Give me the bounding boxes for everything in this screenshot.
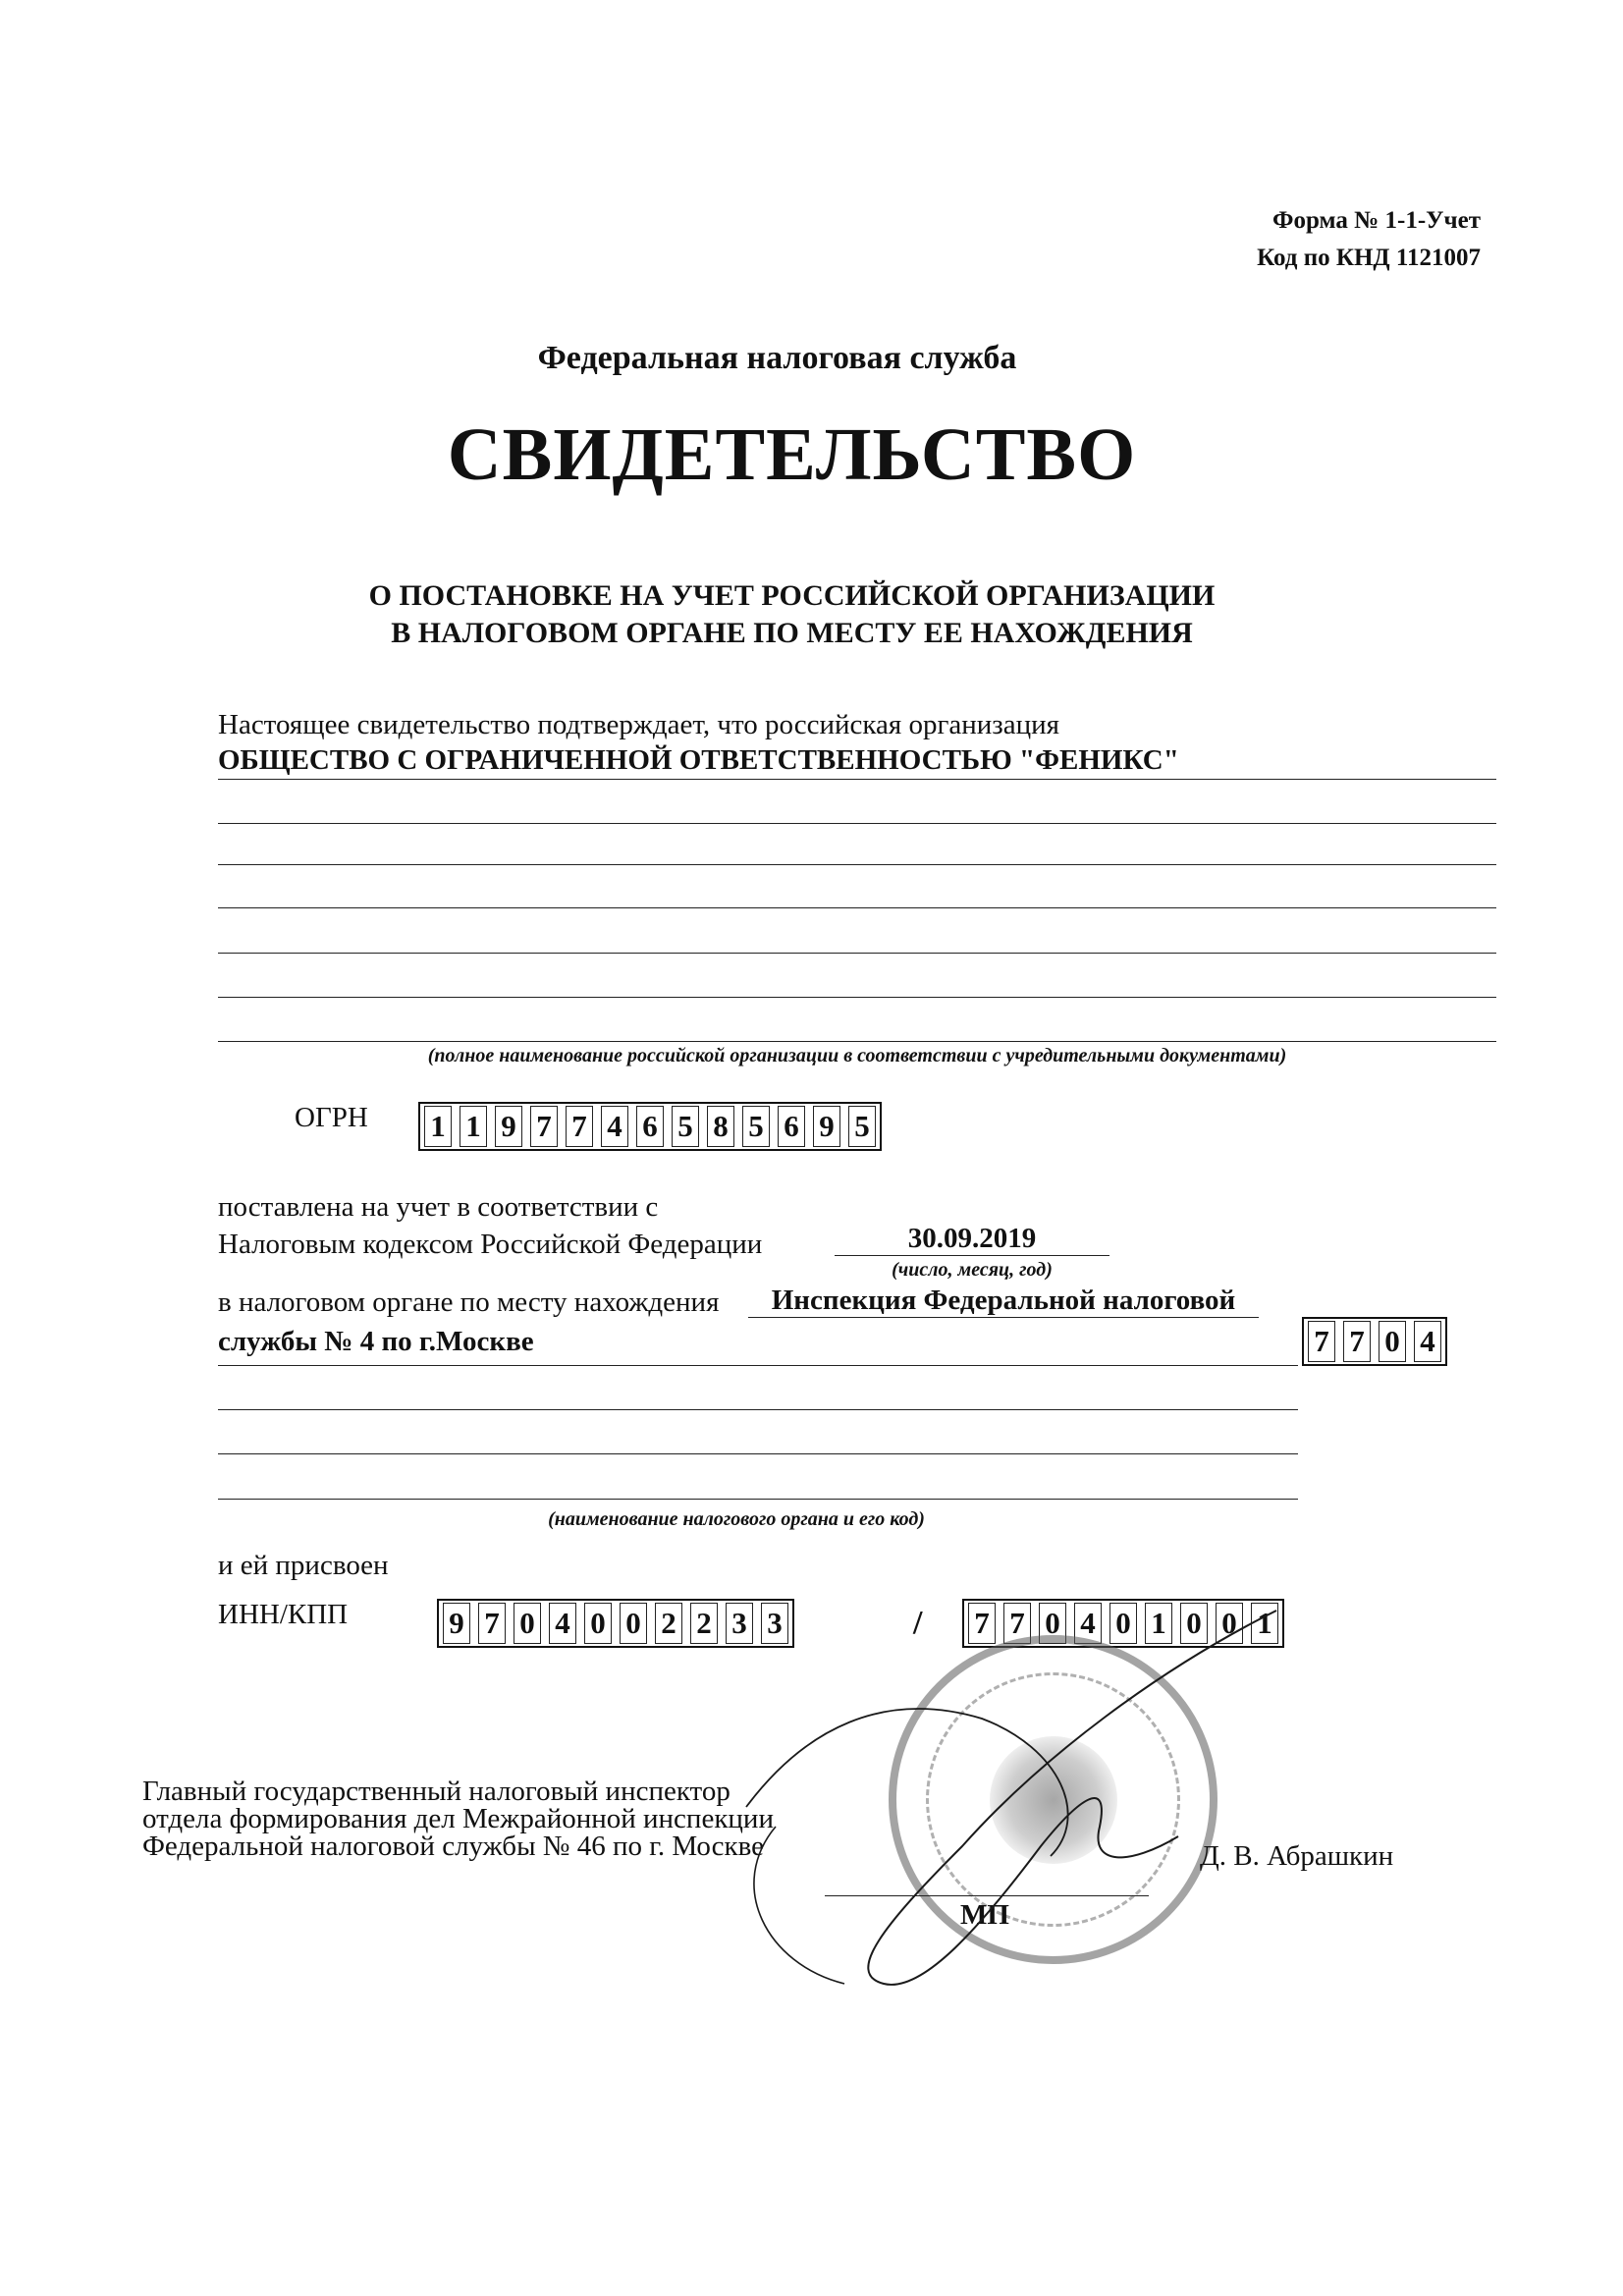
ogrn-digit: 7 [566,1106,593,1147]
form-number: Форма № 1-1-Учет [1272,207,1481,234]
ogrn-digit: 8 [707,1106,734,1147]
registration-line-2: Налоговым кодексом Российской Федерации [218,1229,763,1260]
kpp-digit: 0 [1039,1603,1066,1644]
kpp-digit: 0 [1109,1603,1137,1644]
ogrn-digit: 7 [530,1106,558,1147]
kpp-digit: 7 [1003,1603,1031,1644]
document-title: СВИДЕТЕЛЬСТВО [447,413,1137,496]
signatory-line-2: отдела формирования дел Межрайонной инспекции [142,1803,774,1834]
tax-authority-caption: (наименование налогового органа и его код) [548,1508,925,1530]
signatory-name: Д. В. Абрашкин [1200,1840,1394,1872]
registration-date: 30.09.2019 [835,1223,1109,1256]
signatory-line-1: Главный государственный налоговый инспектор [142,1776,730,1807]
ogrn-label: ОГРН [295,1102,368,1133]
agency-name: Федеральная налоговая служба [537,340,1017,376]
knd-code: Код по КНД 1121007 [1257,245,1481,271]
subtitle-line-1: О ПОСТАНОВКЕ НА УЧЕТ РОССИЙСКОЙ ОРГАНИЗАЦИИ [368,579,1216,612]
ogrn-digit: 5 [848,1106,876,1147]
org-caption: (полное наименование российской организации в соответствии с учредительными документами) [427,1045,1287,1066]
inn-digit: 0 [620,1603,647,1644]
kpp-digit: 1 [1251,1603,1278,1644]
ogrn-digit: 1 [460,1106,487,1147]
ogrn-digit: 9 [495,1106,522,1147]
inn-kpp-separator: / [913,1605,923,1641]
kpp-digit: 1 [1145,1603,1172,1644]
organization-name: ОБЩЕСТВО С ОГРАНИЧЕННОЙ ОТВЕТСТВЕННОСТЬЮ "ФЕНИКС" [218,744,1179,776]
inn-digit: 7 [478,1603,506,1644]
ogrn-digit: 6 [636,1106,664,1147]
tax-code-digit: 4 [1414,1321,1441,1362]
inn-digit: 3 [761,1603,788,1644]
tax-authority-name-line-2: службы № 4 по г.Москве [218,1326,534,1357]
inn-digit: 2 [690,1603,718,1644]
inn-digit: 2 [655,1603,682,1644]
date-caption: (число, месяц, год) [892,1259,1053,1281]
inn-digit: 3 [726,1603,753,1644]
intro-text: Настоящее свидетельство подтверждает, что российская организация [218,709,1059,740]
subtitle-line-2: В НАЛОГОВОМ ОРГАНЕ ПО МЕСТУ ЕЕ НАХОЖДЕНИЯ [391,617,1193,649]
ogrn-digit: 5 [742,1106,770,1147]
inn-digit: 0 [584,1603,612,1644]
registration-line-1: поставлена на учет в соответствии с [218,1191,659,1223]
signatory-line-3: Федеральной налоговой службы № 46 по г. Москве [142,1831,765,1862]
ogrn-digit: 5 [672,1106,699,1147]
inn-kpp-label: ИНН/КПП [218,1599,349,1630]
ogrn-digit: 4 [601,1106,628,1147]
inn-digit: 9 [443,1603,470,1644]
ogrn-digit: 9 [813,1106,840,1147]
inn-digit: 4 [549,1603,576,1644]
kpp-digit: 0 [1216,1603,1243,1644]
inn-digit: 0 [514,1603,541,1644]
ogrn-digit: 1 [424,1106,452,1147]
tax-authority-label: в налоговом органе по месту нахождения [218,1286,720,1318]
tax-code-digit: 7 [1308,1321,1335,1362]
kpp-digit: 4 [1074,1603,1102,1644]
kpp-digit: 0 [1180,1603,1208,1644]
kpp-digit: 7 [968,1603,996,1644]
ogrn-digit: 6 [778,1106,805,1147]
stamp-place-label: МП [960,1899,1009,1931]
tax-code-digit: 7 [1343,1321,1371,1362]
tax-code-digit: 0 [1379,1321,1406,1362]
tax-authority-name-line-1: Инспекция Федеральной налоговой [748,1285,1259,1318]
assigned-text: и ей присвоен [218,1550,389,1581]
